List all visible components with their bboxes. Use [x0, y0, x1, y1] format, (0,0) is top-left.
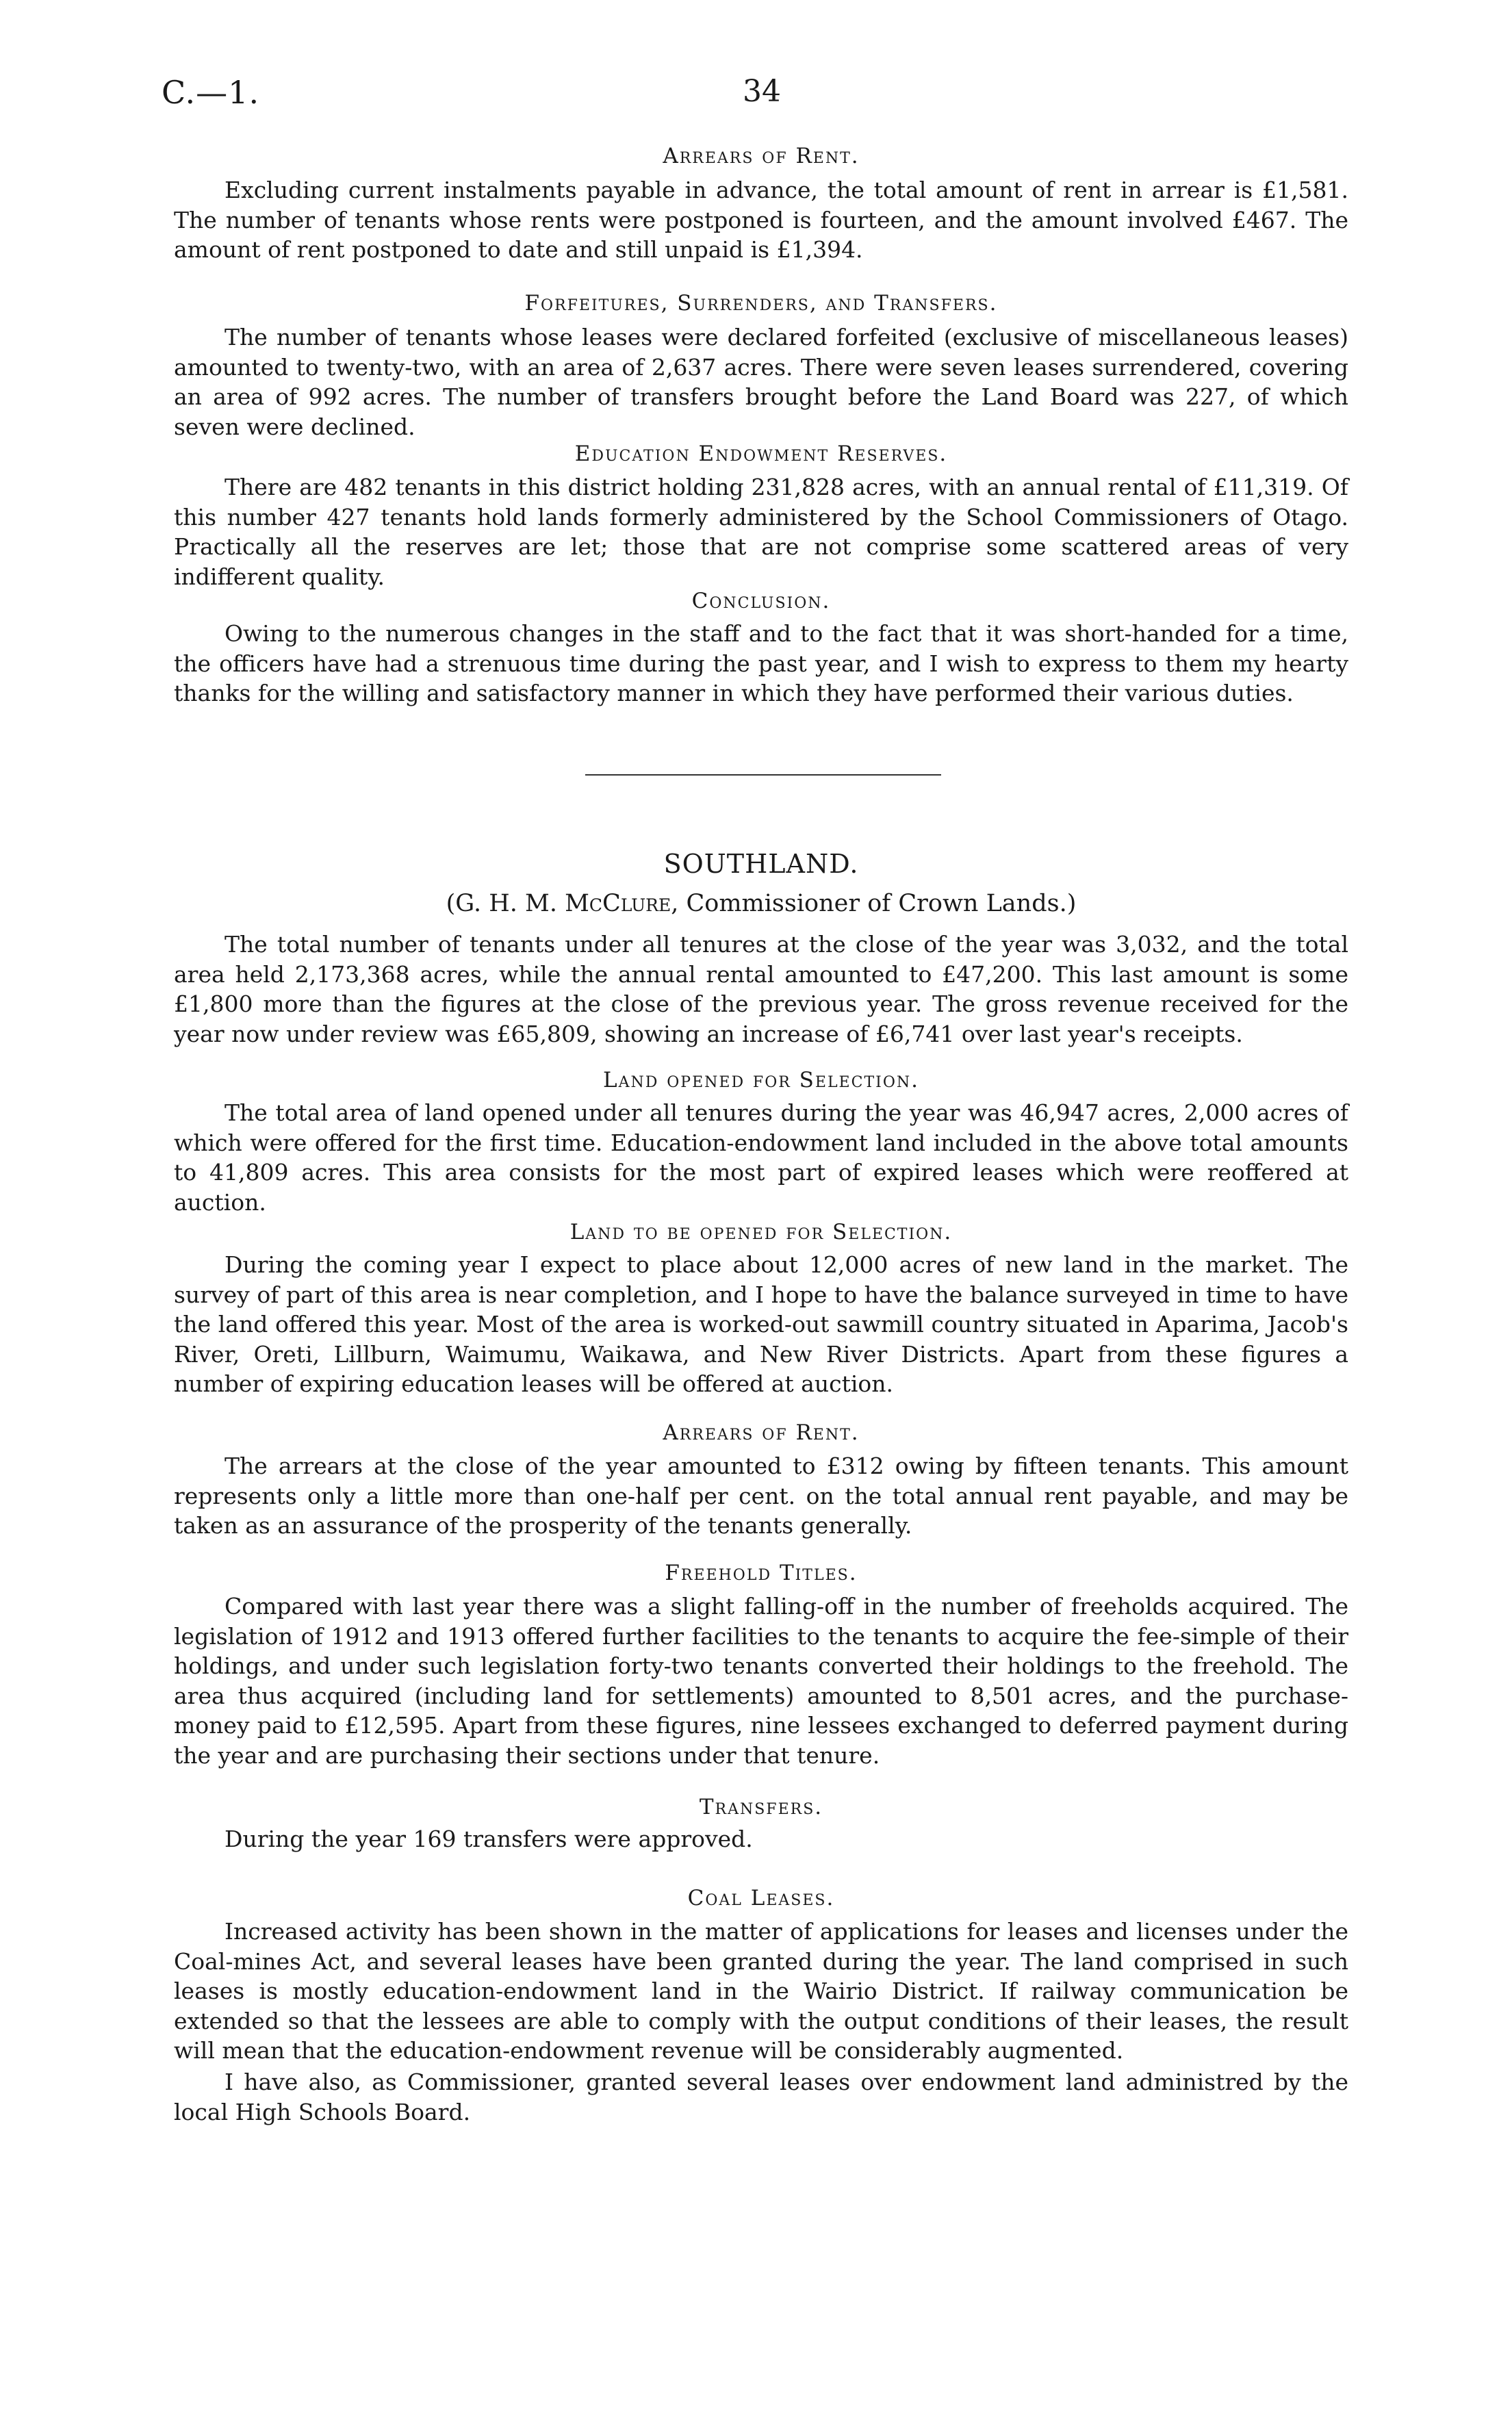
section-heading-conclusion: Conclusion.: [691, 589, 831, 613]
paragraph-forfeitures: The number of tenants whose leases were declared forfeited (exclusive of miscellaneous leases) amounted to twenty-two, with an area of 2,637 acres. There were seven leases surrendered, covering an area of 992 acres. The number of transfers brought before the Land Board was 227, of which seven were declined.: [174, 324, 1348, 440]
commissioner-line: [172, 890, 1350, 917]
paragraph-conclusion: Owing to the numerous changes in the staff and to the fact that it was short-handed for a time, the officers have had a strenuous time during the past year, and I wish to express to them my hearty thanks for the willing and satisfactory manner in which they have performed their various duties.: [174, 620, 1348, 706]
section-heading-arrears-of-rent: Arrears of Rent.: [663, 144, 860, 168]
paragraph-land-to-be-opened: During the coming year I expect to place about 12,000 acres of new land in the market. The survey of part of this area is near completion, and I hope to have the balance surveyed in time to have the land offered this year. Most of the area is worked-out sawmill country situated in Aparima, Jacob's River, Oreti, Lillburn, Waimumu, Waikawa, and New River Districts. Apart from these figures a number of expiring education leases will be offered at auction.: [174, 1251, 1348, 1397]
paragraph-transfers: During the year 169 transfers were approved.: [225, 1826, 753, 1852]
section-divider: [585, 774, 941, 776]
paragraph-education-endowment: There are 482 tenants in this district holding 231,828 acres, with an annual rental of £11,319. Of this number 427 tenants hold lands formerly administered by the School Commissioners of Otago. Practically all the reserves are let; those that are not comprise some scattered areas of very indifferent quality.: [174, 474, 1348, 590]
section-heading-transfers: Transfers.: [699, 1795, 823, 1819]
section-heading-freehold-titles: Freehold Titles.: [665, 1561, 858, 1585]
document-code: C.—1.: [162, 74, 260, 111]
section-heading-forfeitures: Forfeitures, Surrenders, and Transfers.: [524, 291, 998, 316]
commissioner-name: (G. H. M. McClure,: [446, 890, 679, 917]
paragraph-land-opened: The total area of land opened under all tenures during the year was 46,947 acres, 2,000 acres of which were offered for the first time. Education-endowment land included in the above total amounts to 41,809 acres. This area consists for the most part of expired leases which were reoffered at auction.: [174, 1099, 1348, 1216]
section-title-southland: SOUTHLAND.: [663, 849, 859, 879]
section-heading-coal-leases: Coal Leases.: [687, 1886, 835, 1910]
page-number: 34: [743, 74, 781, 109]
paragraph-coal-leases: Increased activity has been shown in the matter of applications for leases and licenses under the Coal-mines Act, and several leases have been granted during the year. The land comprised in such leases is mostly education-endowment land in the Wairio District. If railway communication be extended so that the lessees are able to comply with the output conditions of their leases, the result will mean that the education-endowment revenue will be considerably augmented.: [174, 1918, 1348, 2064]
section-heading-land-opened: Land opened for Selection.: [603, 1068, 919, 1092]
paragraph-southland-intro: The total number of tenants under all tenures at the close of the year was 3,032, and the total area held 2,173,368 acres, while the annual rental amounted to £47,200. This last amount is some £1,800 more than the figures at the close of the previous year. The gross revenue received for the year now under review was £65,809, showing an increase of £6,741 over last year's receipts.: [174, 931, 1348, 1047]
paragraph-freehold-titles: Compared with last year there was a slight falling-off in the number of freeholds acquired. The legislation of 1912 and 1913 offered further facilities to the tenants to acquire the fee-simple of their holdings, and under such legislation forty-two tenants converted their holdings to the freehold. The area thus acquired (including land for settlements) amounted to 8,501 acres, and the purchase-money paid to £12,595. Apart from these figures, nine lessees exchanged to deferred payment during the year and are purchasing their sections under that tenure.: [174, 1593, 1348, 1769]
paragraph-high-schools-board: I have also, as Commissioner, granted several leases over endowment land administred by the local High Schools Board.: [174, 2069, 1348, 2125]
section-heading-education-endowment: Education Endowment Reserves.: [574, 442, 948, 466]
commissioner-role: Commissioner of Crown Lands.): [686, 890, 1077, 917]
paragraph-southland-arrears: The arrears at the close of the year amounted to £312 owing by fifteen tenants. This amount represents only a little more than one-half per cent. on the total annual rent payable, and may be taken as an assurance of the prosperity of the tenants generally.: [174, 1453, 1348, 1539]
paragraph-arrears: Excluding current instalments payable in advance, the total amount of rent in arrear is £1,581. The number of tenants whose rents were postponed is fourteen, and the amount involved £467. The amount of rent postponed to date and still unpaid is £1,394.: [174, 177, 1348, 263]
section-heading-land-to-be-opened: Land to be opened for Selection.: [569, 1220, 953, 1244]
section-heading-southland-arrears: Arrears of Rent.: [663, 1420, 860, 1445]
